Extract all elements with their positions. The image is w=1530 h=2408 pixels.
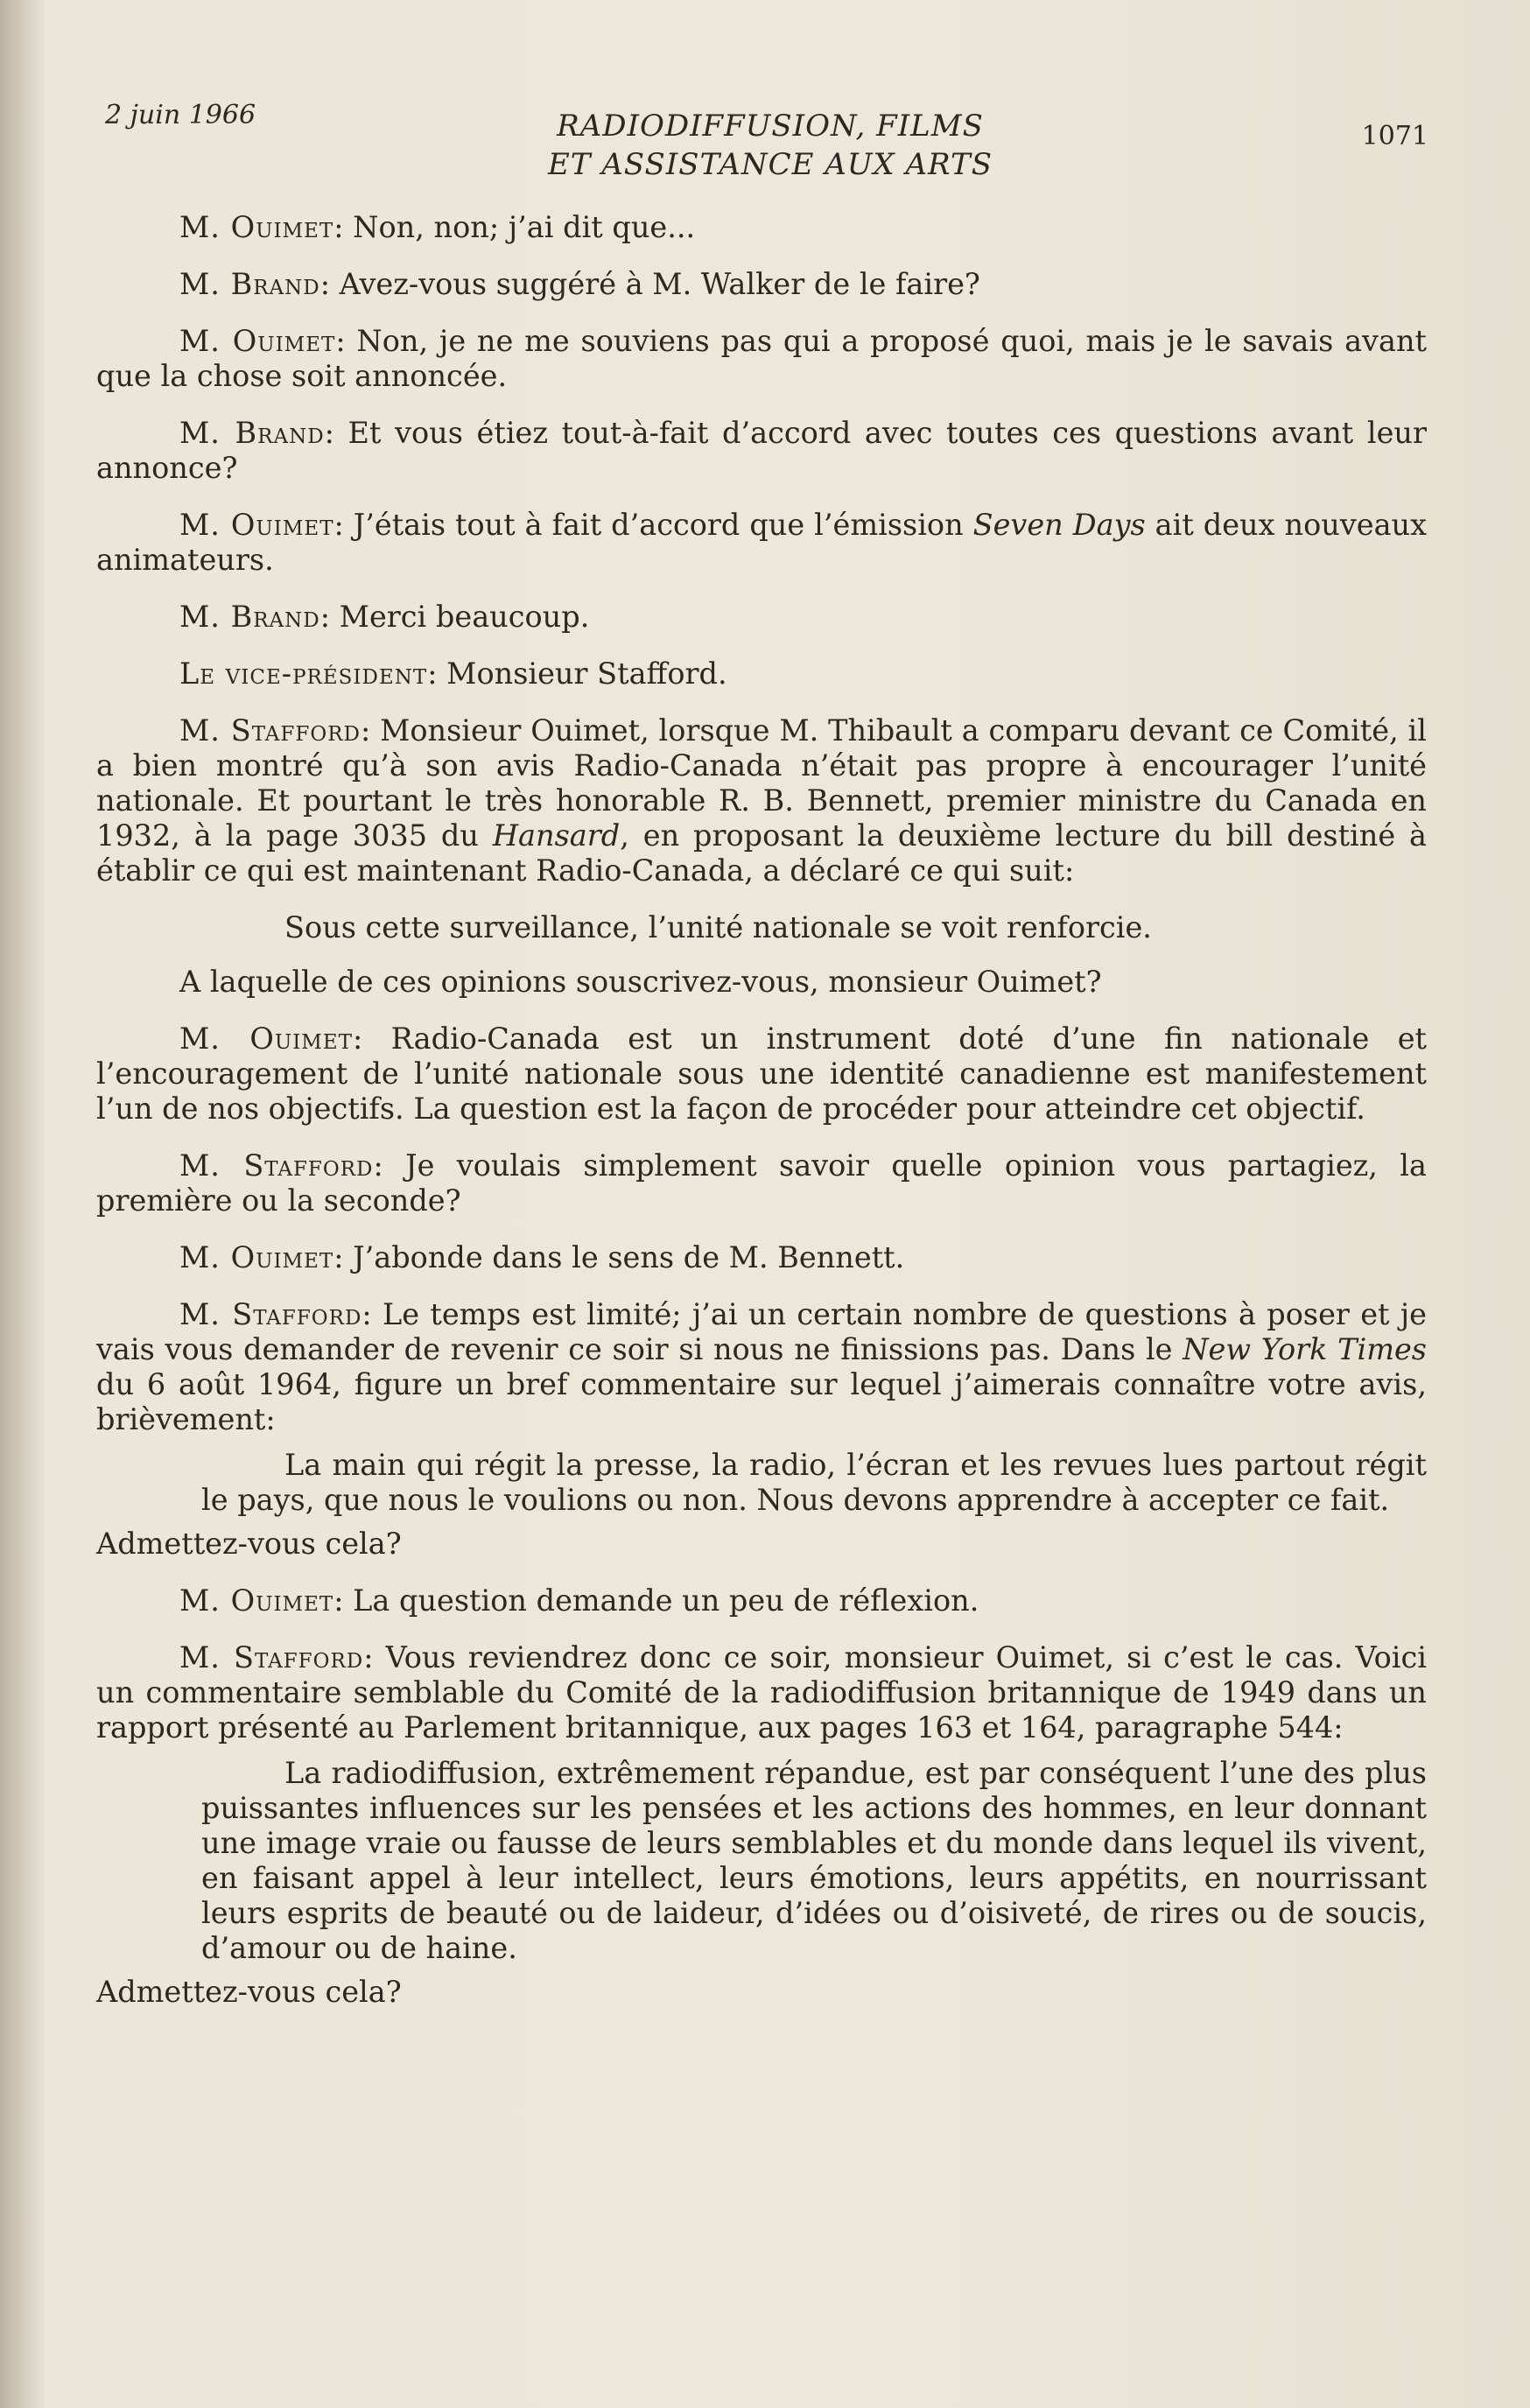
- speech-text: : Radio-Canada est un instrument doté d’une fin nationale et l’encouragement de l’unité nationale sous une identité canadienne est manifestement l’un de nos objectifs. La question est la façon de procéder pour atteindre cet objectif.: [96, 1021, 1427, 1126]
- speaker-name: M. Brand: [179, 416, 325, 450]
- speaker-name: M. Ouimet: [179, 508, 334, 542]
- speech-text: : Et vous étiez tout-à-fait d’accord avec toutes ces questions avant leur annonce?: [96, 416, 1427, 485]
- exchange-paragraph: [96, 324, 1427, 394]
- publication-title: Hansard: [492, 818, 621, 853]
- program-title: Seven Days: [972, 508, 1146, 542]
- speech-text: : La question demande un peu de réflexion.: [333, 1583, 979, 1618]
- exchange-paragraph: [96, 656, 1427, 692]
- speaker-name: M. Ouimet: [179, 1583, 334, 1618]
- speech-text: : Vous reviendrez donc ce soir, monsieur Ouimet, si c’est le cas. Voici un commentaire semblable du Comité de la radiodiffusion britannique de 1949 dans un rapport présenté au Parlement britannique, aux pages 163 et 164, paragraphe 544:: [96, 1640, 1427, 1745]
- speech-text: : Avez-vous suggéré à M. Walker de le faire?: [319, 267, 980, 301]
- speaker-name: M. Stafford: [179, 1297, 362, 1331]
- exchange-paragraph: [96, 267, 1427, 302]
- speech-text: : Non, non; j’ai dit que...: [333, 210, 696, 244]
- speech-text: : Monsieur Ouimet, lorsque M. Thibault a comparu devant ce Comité, il a bien montré qu’à son avis Radio-Canada n’était pas propre à encourager l’unité nationale. Et pourtant le très honorable R. B. Bennett, premier ministre du Canada en 1932, à la page 3035 du: [96, 713, 1427, 853]
- question-paragraph: Admettez-vous cela?: [96, 1975, 402, 2009]
- speech-text: : Je voulais simplement savoir quelle opinion vous partagiez, la première ou la seconde?: [96, 1148, 1427, 1218]
- question-paragraph: A laquelle de ces opinions souscrivez-vous, monsieur Ouimet?: [179, 965, 1102, 999]
- header-title-line2: ET ASSISTANCE AUX ARTS: [547, 147, 993, 182]
- exchange-paragraph: [96, 416, 1427, 486]
- exchange-paragraph: [96, 1583, 1427, 1618]
- block-quote: La main qui régit la presse, la radio, l’écran et les revues lues partout régit le pays, que nous le voulions ou non. Nous devons apprendre à accepter ce fait.: [201, 1448, 1427, 1517]
- header-date: 2 juin 1966: [105, 100, 256, 130]
- speaker-name: M. Brand: [179, 267, 320, 301]
- exchange-paragraph: [96, 1297, 1427, 1437]
- speech-text: : Merci beaucoup.: [319, 600, 590, 634]
- page-number: 1071: [1361, 121, 1428, 151]
- exchange-paragraph: [96, 1148, 1427, 1218]
- speech-text: : Non, je ne me souviens pas qui a proposé quoi, mais je le savais avant que la chose soit annoncée.: [96, 324, 1427, 393]
- speaker-name: M. Ouimet: [179, 324, 336, 358]
- exchange-paragraph: [96, 713, 1427, 888]
- speech-text: : J’étais tout à fait d’accord que l’émission: [333, 508, 973, 542]
- speaker-name: M. Ouimet: [179, 210, 334, 244]
- header-title: [438, 107, 1103, 184]
- exchange-paragraph: [96, 1240, 1427, 1275]
- speaker-name: M. Stafford: [179, 1640, 364, 1674]
- question-paragraph: Admettez-vous cela?: [96, 1527, 402, 1561]
- speech-text: : J’abonde dans le sens de M. Bennett.: [333, 1240, 905, 1274]
- speaker-name: M. Stafford: [179, 713, 361, 748]
- speech-text: ait deux nouveaux animateurs.: [96, 508, 1428, 577]
- speech-text: : Le temps est limité; j’ai un certain nombre de questions à poser et je vais vous demander de revenir ce soir si nous ne finissions pas. Dans le: [96, 1297, 1427, 1366]
- speech-text: du 6 août 1964, figure un bref commentaire sur lequel j’aimerais connaître votre avis, brièvement:: [96, 1367, 1427, 1436]
- speaker-name: M. Stafford: [179, 1148, 374, 1183]
- book-spine-shadow: [0, 0, 46, 2408]
- speaker-name: M. Ouimet: [179, 1021, 353, 1056]
- header-title-line1: RADIODIFFUSION, FILMS: [557, 109, 984, 144]
- speaker-name: Le vice-président: [179, 656, 428, 691]
- speaker-name: M. Ouimet: [179, 1240, 334, 1274]
- exchange-paragraph: [96, 210, 1427, 245]
- exchange-paragraph: [96, 1640, 1427, 1745]
- exchange-paragraph: [96, 1021, 1427, 1127]
- exchange-paragraph: [96, 508, 1427, 578]
- exchange-paragraph: [96, 600, 1427, 635]
- speech-text: : Monsieur Stafford.: [427, 656, 727, 691]
- block-quote: La radiodiffusion, extrêmement répandue, est par conséquent l’une des plus puissantes influences sur les pensées et les actions des hommes, en leur donnant une image vraie ou fausse de leurs semblables et du monde dans lequel ils vivent, en faisant appel à leur intellect, leurs émotions, leurs appétits, en nourrissant leurs esprits de beauté ou de laideur, d’idées ou d’oisiveté, de rires ou de soucis, d’amour ou de haine.: [201, 1756, 1427, 1965]
- speaker-name: M. Brand: [179, 600, 320, 634]
- speech-text: , en proposant la deuxième lecture du bill destiné à établir ce qui est maintenant Radio-Canada, a déclaré ce qui suit:: [96, 818, 1427, 888]
- transcript-body: [96, 210, 1427, 2032]
- block-quote: Sous cette surveillance, l’unité nationale se voit renforcie.: [284, 910, 1152, 944]
- publication-title: New York Times: [1183, 1332, 1427, 1366]
- running-header: [105, 95, 1435, 200]
